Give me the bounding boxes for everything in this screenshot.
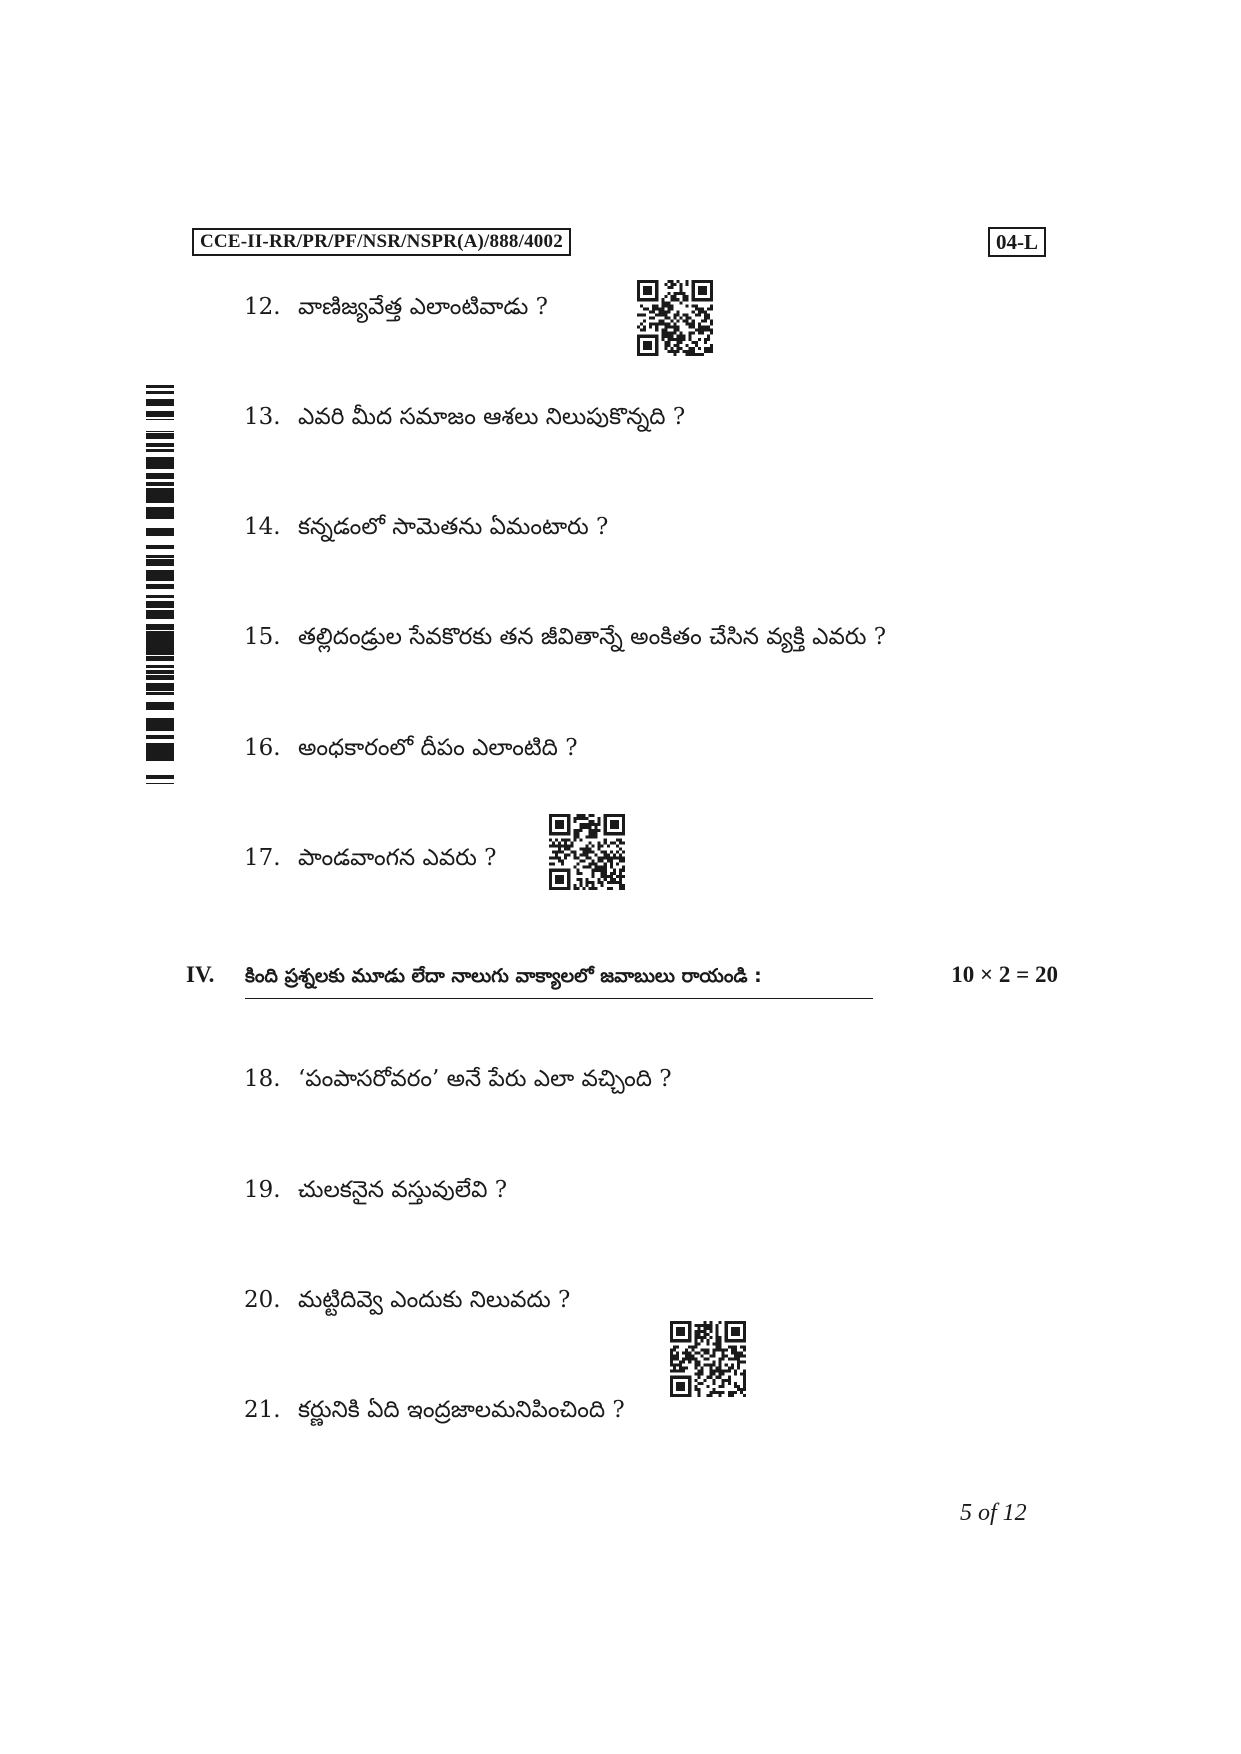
- question-text: ఎవరి మీద సమాజం ఆశలు నిలుపుకొన్నది ?: [298, 404, 686, 430]
- section-marks: 10 × 2 = 20: [951, 962, 1058, 987]
- question-text: వాణిజ్యవేత్త ఎలాంటివాడు ?: [298, 294, 548, 320]
- question-text: ‘పంపాసరోవరం’ అనే పేరు ఎలా వచ్చింది ?: [298, 1066, 672, 1092]
- question-number: 18.: [244, 1066, 281, 1092]
- section-iv-header: [186, 958, 1058, 998]
- question-18: [244, 1064, 672, 1094]
- question-12: [244, 292, 548, 322]
- question-text: కర్ణునికి ఏది ఇంద్రజాలమనిపించింది ?: [298, 1397, 625, 1423]
- qr-code-icon: [637, 280, 713, 356]
- question-text: మట్టిదివ్వె ఎందుకు నిలువదు ?: [298, 1287, 571, 1313]
- question-21: [244, 1395, 625, 1425]
- barcode-icon: [146, 385, 174, 787]
- paper-code: CCE-II-RR/PR/PF/NSR/NSPR(A)/888/4002: [192, 228, 571, 256]
- question-number: 21.: [244, 1397, 281, 1423]
- question-15: [244, 622, 886, 652]
- question-14: [244, 512, 608, 542]
- question-20: [244, 1285, 570, 1315]
- question-number: 20.: [244, 1287, 281, 1313]
- question-number: 17.: [244, 845, 281, 871]
- page-number: 5 of 12: [960, 1500, 1027, 1526]
- section-number: IV.: [186, 962, 215, 987]
- question-number: 16.: [244, 735, 281, 761]
- question-number: 14.: [244, 514, 281, 540]
- section-instruction: కింది ప్రశ్నలకు మూడు లేదా నాలుగు వాక్యాలలో జవాబులు రాయండి :: [245, 962, 873, 999]
- question-text: పాండవాంగన ఎవరు ?: [298, 845, 497, 871]
- question-number: 13.: [244, 404, 281, 430]
- question-19: [244, 1175, 507, 1205]
- question-17: [244, 843, 496, 873]
- qr-code-icon: [670, 1321, 746, 1397]
- question-number: 12.: [244, 294, 281, 320]
- question-text: తల్లిదండ్రుల సేవకొరకు తన జీవితాన్నే అంకితం చేసిన వ్యక్తి ఎవరు ?: [298, 624, 887, 650]
- page-code: 04-L: [988, 227, 1046, 257]
- qr-code-icon: [549, 814, 625, 890]
- question-text: కన్నడంలో సామెతను ఏమంటారు ?: [298, 514, 609, 540]
- question-number: 19.: [244, 1177, 281, 1203]
- question-number: 15.: [244, 624, 281, 650]
- question-text: అంధకారంలో దీపం ఎలాంటిది ?: [298, 735, 578, 761]
- question-text: చులకనైన వస్తువులేవి ?: [298, 1177, 508, 1203]
- question-13: [244, 402, 685, 432]
- question-16: [244, 733, 578, 763]
